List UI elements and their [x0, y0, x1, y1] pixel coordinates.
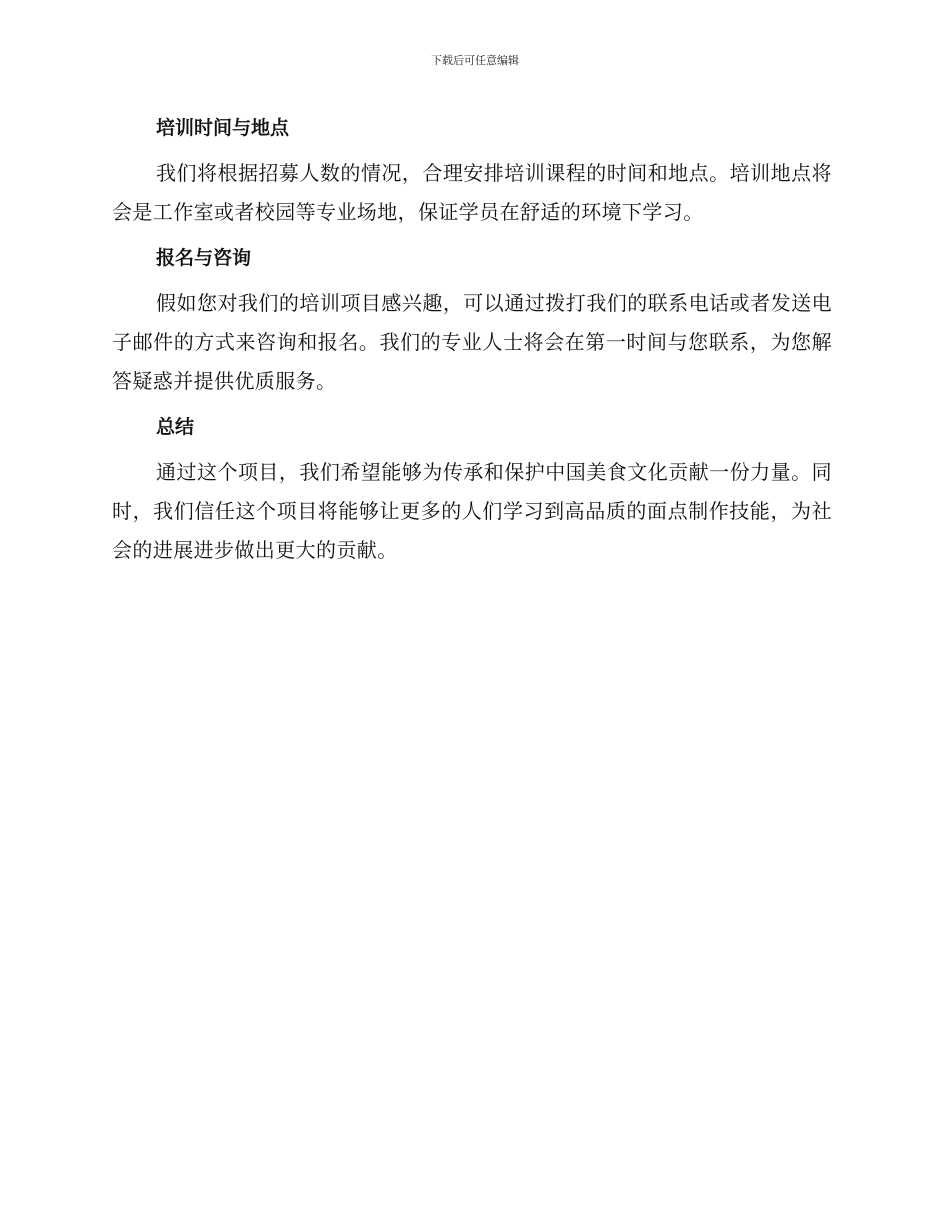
page-header: 下载后可任意编辑 [431, 54, 519, 67]
section-heading: 培训时间与地点 [156, 117, 290, 139]
section-training-time-place [112, 110, 832, 232]
section-paragraph: 假如您对我们的培训项目感兴趣，可以通过拨打我们的联系电话或者发送电子邮件的方式来咨询和报名。我们的专业人士将会在第一时间与您联系，为您解答疑惑并提供优质服务。 [112, 291, 832, 393]
section-paragraph: 我们将根据招募人数的情况，合理安排培训课程的时间和地点。培训地点将会是工作室或者校园等专业场地，保证学员在舒适的环境下学习。 [112, 161, 832, 224]
section-registration-inquiry [112, 240, 832, 401]
section-heading: 总结 [156, 416, 195, 438]
document-body [112, 110, 832, 578]
section-heading: 报名与咨询 [156, 247, 252, 269]
section-summary [112, 409, 832, 570]
section-paragraph: 通过这个项目，我们希望能够为传承和保护中国美食文化贡献一份力量。同时，我们信任这个项目将能够让更多的人们学习到高品质的面点制作技能，为社会的进展进步做出更大的贡献。 [112, 460, 832, 562]
